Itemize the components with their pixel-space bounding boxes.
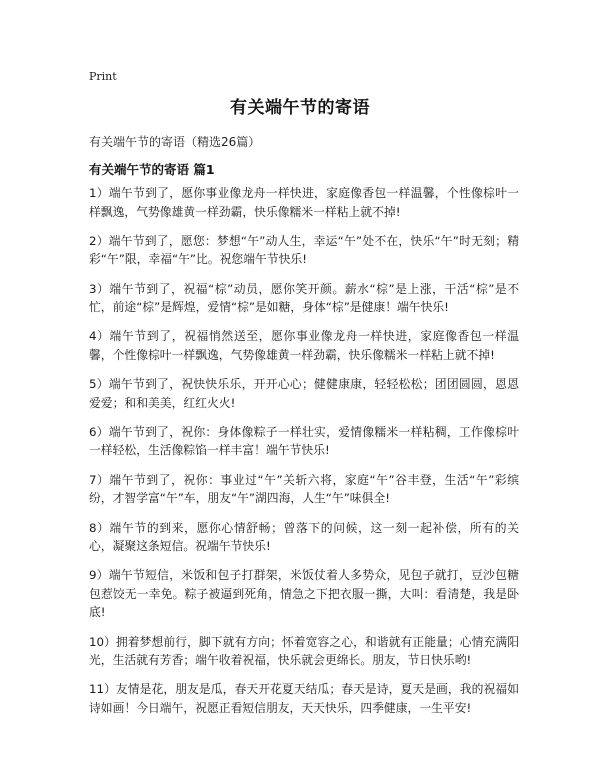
list-item: 3）端午节到了，祝福“棕”动员，愿你笑开颜。薪水“棕”是上涨，干活“棕”是不忙，前途“棕”是辉煌，爱情“棕”是如糖，身体“棕”是健康！端午快乐! <box>89 281 519 315</box>
subtitle: 有关端午节的寄语（精选26篇） <box>89 135 261 149</box>
list-item: 9）端午节短信，米饭和包子打群架，米饭仗着人多势众，见包子就打，豆沙包糖包惹饺无一幸免。粽子被逼到死角，情急之下把衣服一撕，大叫：看清楚，我是卧底! <box>89 568 519 620</box>
list-item: 8）端午节的到来，愿你心情舒畅；曾落下的问候，这一刻一起补偿，所有的关心，凝聚这条短信。祝端午节快乐! <box>89 520 519 554</box>
list-item: 11）友情是花，朋友是瓜，春天开花夏天结瓜；春天是诗，夏天是画，我的祝福如诗如画！今日端午，祝愿正看短信朋友，天天快乐，四季健康，一生平安! <box>89 682 519 715</box>
list-item: 6）端午节到了，祝你：身体像粽子一样壮实，爱情像糯米一样粘稠，工作像棕叶一样轻松，生活像粽馅一样丰富！端午节快乐! <box>89 424 519 458</box>
list-item: 4）端午节到了，祝福悄然送至，愿你事业像龙舟一样快进，家庭像香包一样温馨，个性像棕叶一样飘逸，气势像雄黄一样劲霸，快乐像糯米一样粘上就不掉! <box>89 329 519 362</box>
entry-list <box>89 184 519 728</box>
section-heading: 有关端午节的寄语 篇1 <box>89 162 215 177</box>
list-item: 10）拥着梦想前行，脚下就有方向；怀着宽容之心，和谐就有正能量；心情充满阳光，生活就有芳香；端午收着祝福，快乐就会更绵长。朋友，节日快乐哟! <box>89 634 519 668</box>
print-label[interactable]: Print <box>89 70 117 83</box>
list-item: 2）端午节到了，愿您：梦想“午”动人生，幸运“午”处不在，快乐“午”时无刻；精彩“午”限，幸福“午”比。祝您端午节快乐! <box>89 233 519 267</box>
page-title: 有关端午节的寄语 <box>230 98 370 118</box>
list-item: 5）端午节到了，祝快快乐乐，开开心心；健健康康，轻轻松松；团团圆圆，恩恩爱爱；和和美美，红红火火! <box>89 377 519 410</box>
list-item: 1）端午节到了，愿你事业像龙舟一样快进，家庭像香包一样温馨，个性像棕叶一样飘逸，气势像雄黄一样劲霸，快乐像糯米一样粘上就不掉! <box>89 186 519 219</box>
list-item: 7）端午节到了，祝你：事业过“午”关斩六将，家庭“午”谷丰登，生活“午”彩缤纷，才智学富“午”车，朋友“午”湖四海，人生“午”味俱全! <box>89 472 519 506</box>
